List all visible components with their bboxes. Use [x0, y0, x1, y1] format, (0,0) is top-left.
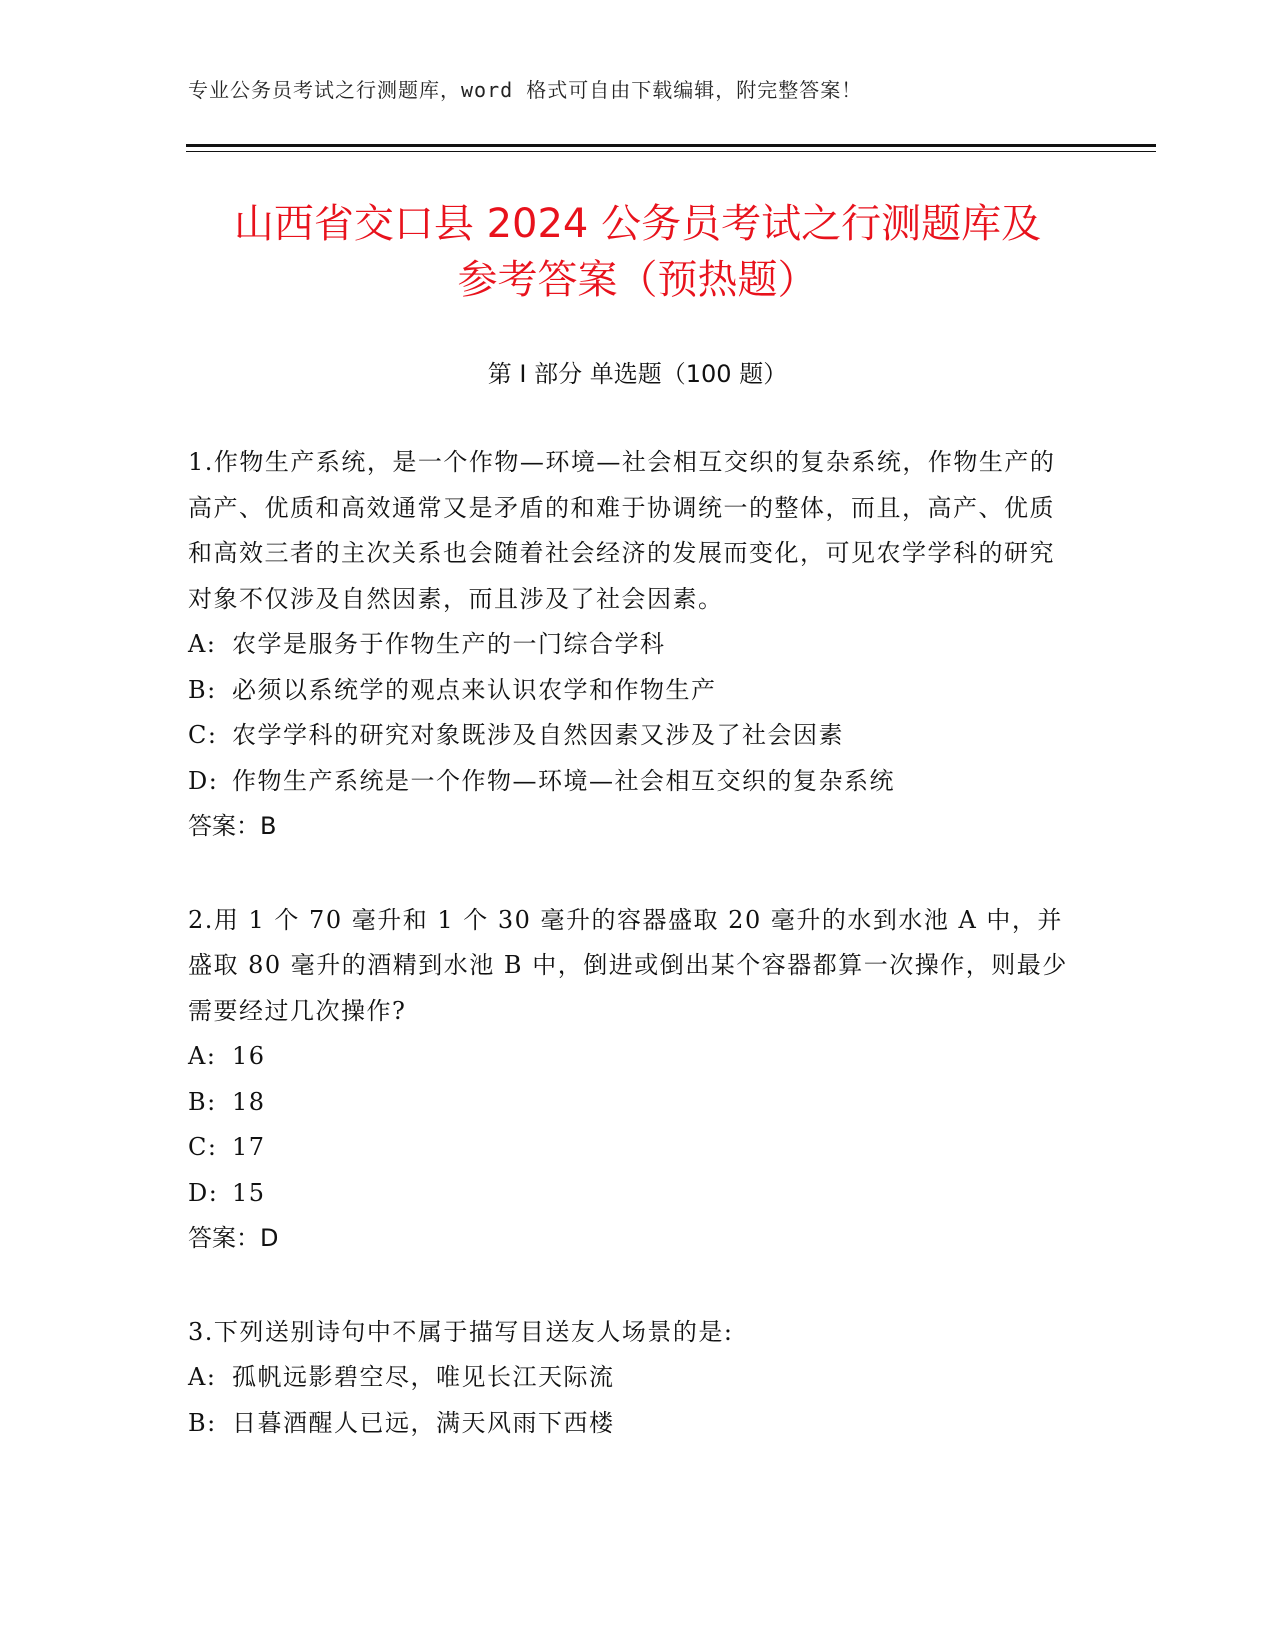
option-text: 18 [232, 1087, 266, 1116]
option-letter: B: [188, 675, 217, 704]
section-title: 第 I 部分 单选题（100 题） [487, 360, 788, 388]
header-rule-thick [186, 144, 1156, 147]
question-list [188, 440, 1068, 1494]
option-d [188, 1171, 1068, 1217]
option-letter: C: [188, 1133, 218, 1161]
answer: 答案：B [188, 812, 277, 840]
option-text: 孤帆远影碧空尽，唯见长江天际流 [232, 1363, 615, 1391]
document-title [160, 196, 1115, 308]
header-note: 专业公务员考试之行测题库，word 格式可自由下载编辑，附完整答案！ [188, 78, 863, 102]
option-text: 15 [232, 1178, 266, 1207]
option-text: 16 [232, 1042, 266, 1070]
option-c [188, 713, 1068, 759]
option-a [188, 1355, 1068, 1401]
option-text: 必须以系统学的观点来认识农学和作物生产 [232, 675, 717, 704]
title-line-1: 山西省交口县 2024 公务员考试之行测题库及 [233, 201, 1042, 247]
option-b [188, 668, 1068, 714]
option-text: 作物生产系统是一个作物—环境—社会相互交织的复杂系统 [232, 766, 895, 795]
option-letter: D: [188, 1178, 219, 1207]
option-a [188, 622, 1068, 668]
option-b [188, 1080, 1068, 1126]
option-b [188, 1401, 1068, 1447]
option-d [188, 759, 1068, 805]
question-stem: 2.用 1 个 70 毫升和 1 个 30 毫升的容器盛取 20 毫升的水到水池 A 中，并盛取 80 毫升的酒精到水池 B 中，倒进或倒出某个容器都算一次操作，则最少需要经过几次操作? [188, 905, 1068, 1025]
option-text: 17 [232, 1133, 266, 1161]
option-text: 农学是服务于作物生产的一门综合学科 [232, 630, 666, 658]
option-letter: A: [188, 1363, 217, 1391]
question-3 [188, 1310, 1068, 1447]
question-stem: 1.作物生产系统，是一个作物—环境—社会相互交织的复杂系统，作物生产的高产、优质和高效通常又是矛盾的和难于协调统一的整体，而且，高产、优质和高效三者的主次关系也会随着社会经济的发展而变化，可见农学学科的研究对象不仅涉及自然因素，而且涉及了社会因素。 [188, 448, 1056, 613]
option-letter: B: [188, 1087, 217, 1116]
option-letter: D: [188, 766, 219, 795]
answer: 答案：D [188, 1224, 279, 1252]
question-1 [188, 440, 1068, 850]
question-stem: 3.下列送别诗句中不属于描写目送友人场景的是: [188, 1317, 734, 1346]
option-text: 日暮酒醒人已远，满天风雨下西楼 [232, 1408, 615, 1437]
header-rule-thin [186, 151, 1156, 152]
option-text: 农学学科的研究对象既涉及自然因素又涉及了社会因素 [232, 721, 844, 749]
option-letter: A: [188, 630, 217, 658]
option-letter: A: [188, 1042, 217, 1070]
option-a [188, 1034, 1068, 1080]
question-2 [188, 898, 1068, 1262]
option-c [188, 1125, 1068, 1171]
option-letter: B: [188, 1408, 217, 1437]
option-letter: C: [188, 721, 218, 749]
title-line-2: 参考答案（预热题） [457, 257, 818, 303]
